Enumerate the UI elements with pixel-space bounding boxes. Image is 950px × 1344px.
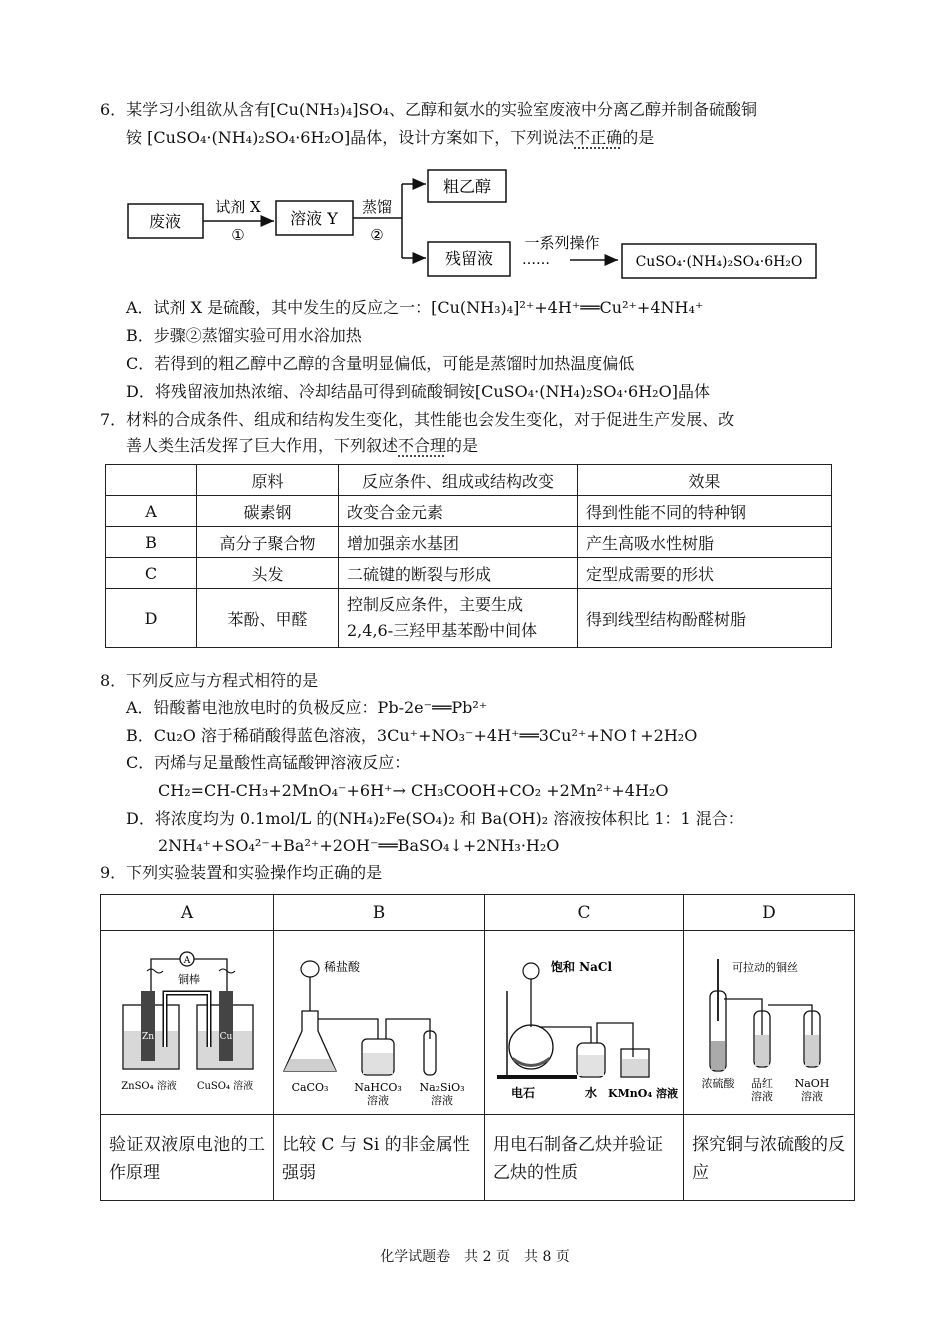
carbide-label: 电石 bbox=[510, 1086, 536, 1100]
q9-apparatus-a bbox=[101, 931, 274, 1115]
cu-label: Cu bbox=[219, 1032, 233, 1042]
q7-table bbox=[105, 464, 832, 648]
table-row bbox=[101, 931, 855, 1115]
q9-header-c: C bbox=[485, 895, 684, 931]
flow-step2: ② bbox=[370, 226, 384, 244]
galvanic-cell-diagram bbox=[101, 931, 273, 1109]
acetylene-apparatus bbox=[485, 931, 683, 1109]
q7-cell: 定型成需要的形状 bbox=[578, 558, 832, 589]
q7-cell: 得到线型结构酚醛树脂 bbox=[578, 589, 832, 648]
q6-option-d: D．将残留液加热浓缩、冷却结晶可得到硫酸铜铵[CuSO₄·(NH₄)₂SO₄·6H₂O]晶体 bbox=[126, 382, 710, 401]
fuchsine-sol-label: 溶液 bbox=[751, 1090, 773, 1103]
table-row bbox=[106, 527, 832, 558]
na2sio3-label: Na₂SiO₃ bbox=[419, 1081, 465, 1094]
h2so4-label: 浓硫酸 bbox=[701, 1077, 735, 1090]
cuso4-label: CuSO₄ 溶液 bbox=[196, 1081, 254, 1092]
q7-emphasis: 不合理 bbox=[398, 436, 447, 455]
acid-strength-apparatus bbox=[274, 931, 484, 1109]
caco3-label: CaCO₃ bbox=[291, 1081, 329, 1094]
q7-cell bbox=[339, 589, 578, 648]
table-row bbox=[101, 895, 855, 931]
znso4-label: ZnSO₄ 溶液 bbox=[121, 1081, 177, 1092]
q7-stem-line2 bbox=[126, 435, 478, 457]
q8-option-b: B．Cu₂O 溶于稀硝酸得蓝色溶液，3Cu⁺+NO₃⁻+4H⁺══3Cu²⁺+NO↑+2H₂O bbox=[126, 726, 698, 745]
nahco3-label: NaHCO₃ bbox=[354, 1081, 402, 1094]
naoh-sol-label: 溶液 bbox=[801, 1090, 823, 1103]
q7-cell: D bbox=[106, 589, 197, 648]
flow-series-label: 一系列操作 bbox=[524, 234, 600, 252]
q9-apparatus-d bbox=[684, 931, 855, 1115]
q7-cell: 得到性能不同的特种钢 bbox=[578, 496, 832, 527]
q7-header-2: 反应条件、组成或结构改变 bbox=[339, 465, 578, 496]
flow-dots: …… bbox=[522, 252, 550, 268]
q7-stem-post: 的是 bbox=[446, 436, 479, 455]
q6-option-b: B．步骤②蒸馏实验可用水浴加热 bbox=[126, 326, 362, 345]
flow-distill-label: 蒸馏 bbox=[361, 198, 393, 216]
q6-stem-post: 的是 bbox=[622, 128, 655, 147]
q9-desc-c: 用电石制备乙炔并验证乙炔的性质 bbox=[485, 1115, 684, 1201]
flow-crude-label: 粗乙醇 bbox=[442, 177, 492, 196]
zn-label: Zn bbox=[141, 1032, 155, 1042]
q7-cell: B bbox=[106, 527, 197, 558]
q8-option-d1: D．将浓度均为 0.1mol/L 的(NH₄)₂Fe(SO₄)₂ 和 Ba(OH)₂ 溶液按体积比 1：1 混合： bbox=[126, 809, 744, 828]
flow-solution-y-label: 溶液 Y bbox=[290, 209, 338, 228]
q7-cell: 产生高吸水性树脂 bbox=[578, 527, 832, 558]
q7-cell: 头发 bbox=[197, 558, 339, 589]
nahco3-sol-label: 溶液 bbox=[367, 1094, 389, 1107]
ammeter-label: A bbox=[183, 956, 191, 966]
q7-stem-pre: 善人类生活发挥了巨大作用，下列叙述 bbox=[126, 436, 399, 455]
q9-table bbox=[100, 894, 855, 1201]
q6-option-c: C．若得到的粗乙醇中乙醇的含量明显偏低，可能是蒸馏时加热温度偏低 bbox=[126, 354, 635, 373]
flow-residue-label: 残留液 bbox=[444, 249, 494, 268]
table-row bbox=[106, 496, 832, 527]
copper-rod-label: 铜棒 bbox=[178, 973, 200, 986]
q7-cell: 增加强亲水基团 bbox=[339, 527, 578, 558]
naoh-label: NaOH bbox=[794, 1077, 830, 1090]
q7-header-0 bbox=[106, 465, 197, 496]
q7-cell: 碳素钢 bbox=[197, 496, 339, 527]
q7-d-cond-line1: 控制反应条件，主要生成 bbox=[347, 595, 524, 614]
q9-desc-a: 验证双液原电池的工作原理 bbox=[101, 1115, 274, 1201]
table-row bbox=[106, 589, 832, 648]
q7-header-1: 原料 bbox=[197, 465, 339, 496]
q9-desc-b: 比较 C 与 Si 的非金属性强弱 bbox=[274, 1115, 485, 1201]
table-row bbox=[106, 465, 832, 496]
q9-desc-d: 探究铜与浓硫酸的反应 bbox=[684, 1115, 855, 1201]
q6-emphasis: 不正确 bbox=[574, 128, 623, 147]
q7-cell: 二硫键的断裂与形成 bbox=[339, 558, 578, 589]
na2sio3-sol-label: 溶液 bbox=[431, 1094, 453, 1107]
q7-cell: 苯酚、甲醛 bbox=[197, 589, 339, 648]
q9-header-a: A bbox=[101, 895, 274, 931]
q8-option-c2: CH₂=CH-CH₃+2MnO₄⁻+6H⁺→ CH₃COOH+CO₂ +2Mn²⁺+4H₂O bbox=[158, 781, 669, 800]
q8-stem: 8．下列反应与方程式相符的是 bbox=[100, 671, 319, 690]
q8-option-c1: C．丙烯与足量酸性高锰酸钾溶液反应： bbox=[126, 753, 411, 772]
q6-flowchart bbox=[120, 168, 830, 286]
kmno4-label: KMnO₄ 溶液 bbox=[608, 1087, 678, 1100]
flow-step1: ① bbox=[231, 226, 245, 244]
flow-product-label: CuSO₄·(NH₄)₂SO₄·6H₂O bbox=[635, 254, 803, 270]
q9-header-d: D bbox=[684, 895, 855, 931]
q6-option-a: A．试剂 X 是硫酸，其中发生的反应之一：[Cu(NH₃)₄]²⁺+4H⁺══Cu²⁺+4NH₄⁺ bbox=[126, 298, 704, 317]
q6-stem-pre: 铵 [CuSO₄·(NH₄)₂SO₄·6H₂O]晶体，设计方案如下，下列说法 bbox=[126, 128, 575, 147]
q6-stem-line2 bbox=[126, 127, 654, 149]
fuchsine-label: 品红 bbox=[751, 1077, 773, 1090]
nacl-label: 饱和 NaCl bbox=[551, 960, 613, 974]
q7-cell: A bbox=[106, 496, 197, 527]
q7-cell: C bbox=[106, 558, 197, 589]
copper-wire-label: 可拉动的铜丝 bbox=[732, 961, 798, 974]
q9-header-b: B bbox=[274, 895, 485, 931]
q9-apparatus-b bbox=[274, 931, 485, 1115]
q8-option-a: A．铅酸蓄电池放电时的负极反应：Pb-2e⁻══Pb²⁺ bbox=[126, 698, 488, 717]
q7-header-3: 效果 bbox=[578, 465, 832, 496]
table-row bbox=[106, 558, 832, 589]
hcl-label: 稀盐酸 bbox=[324, 960, 361, 974]
q8-option-d2: 2NH₄⁺+SO₄²⁻+Ba²⁺+2OH⁻══BaSO₄↓+2NH₃·H₂O bbox=[158, 836, 560, 855]
q7-cell: 改变合金元素 bbox=[339, 496, 578, 527]
q9-apparatus-c bbox=[485, 931, 684, 1115]
table-row bbox=[101, 1115, 855, 1201]
copper-sulfuric-apparatus bbox=[684, 931, 854, 1109]
flow-reagent-label: 试剂 X bbox=[215, 198, 261, 216]
q7-d-cond-line2: 2,4,6-三羟甲基苯酚中间体 bbox=[347, 621, 538, 640]
q6-stem-line1: 6．某学习小组欲从含有[Cu(NH₃)₄]SO₄、乙醇和氨水的实验室废液中分离乙醇并制备硫酸铜 bbox=[100, 100, 757, 119]
page-footer: 化学试题卷 共 2 页 共 8 页 bbox=[380, 1249, 570, 1265]
flow-waste-label: 废液 bbox=[148, 212, 182, 231]
q7-stem-line1: 7．材料的合成条件、组成和结构发生变化，其性能也会发生变化，对于促进生产发展、改 bbox=[100, 410, 735, 429]
water-label: 水 bbox=[584, 1086, 598, 1100]
q9-stem: 9．下列实验装置和实验操作均正确的是 bbox=[100, 863, 383, 882]
q7-cell: 高分子聚合物 bbox=[197, 527, 339, 558]
